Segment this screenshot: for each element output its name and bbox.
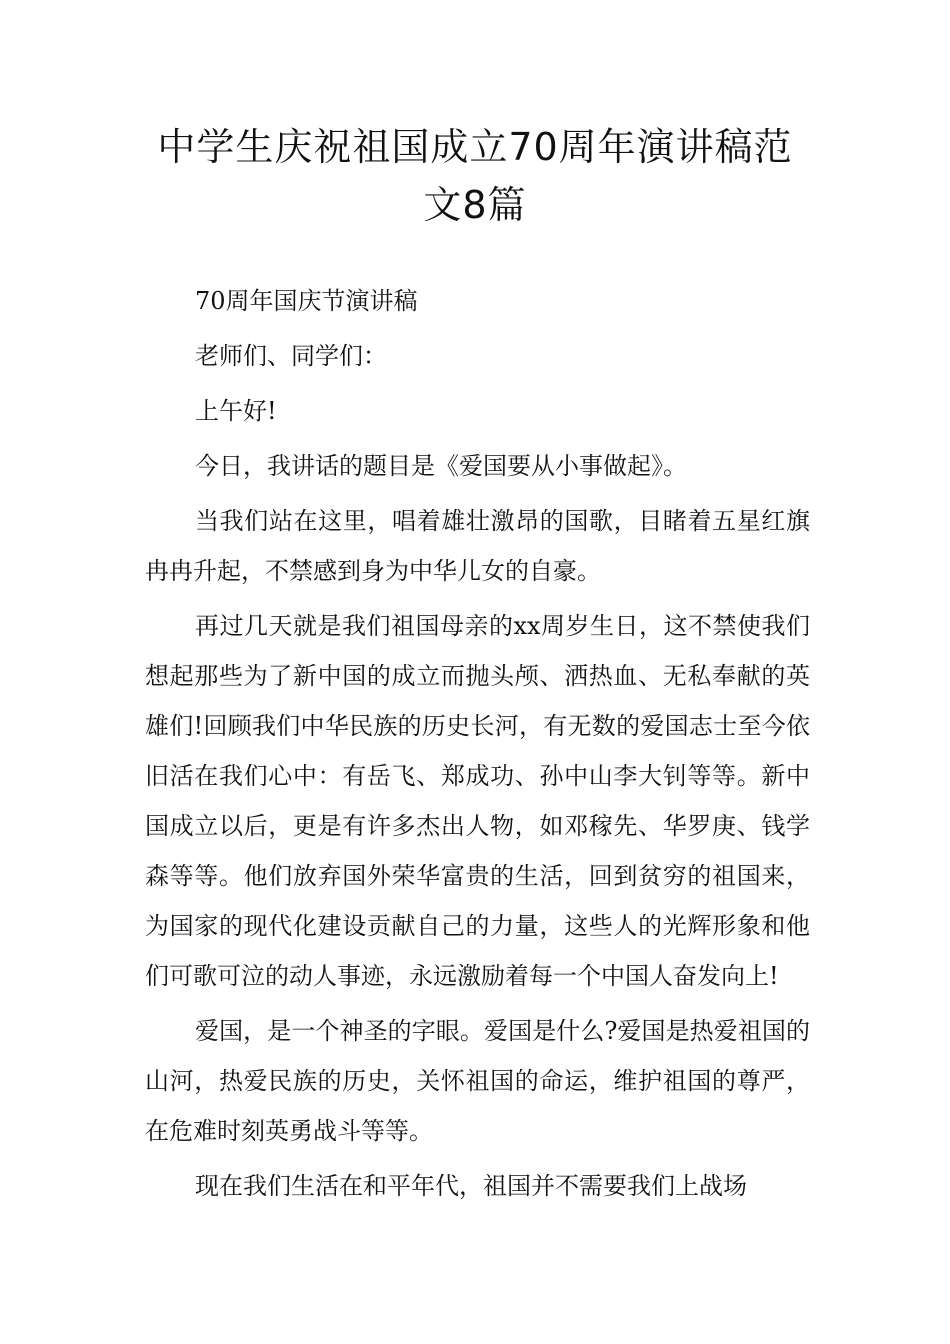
subtitle-paragraph: 70周年国庆节演讲稿 (195, 287, 418, 315)
greeting-paragraph: 上午好! (195, 397, 277, 425)
body-paragraph: 爱国，是一个神圣的字眼。爱国是什么?爱国是热爱祖国的山河，热爱民族的历史，关怀祖国的命运，维护祖国的尊严，在危难时刻英勇战斗等等。 (145, 1017, 810, 1145)
body-paragraph: 当我们站在这里，唱着雄壮激昂的国歌，目睹着五星红旗冉冉升起，不禁感到身为中华儿女的自豪。 (145, 507, 810, 585)
document-title (120, 118, 830, 234)
salutation-paragraph: 老师们、同学们： (195, 342, 387, 370)
body-paragraph: 再过几天就是我们祖国母亲的xx周岁生日，这不禁使我们想起那些为了新中国的成立而抛头颅、洒热血、无私奉献的英雄们!回顾我们中华民族的历史长河，有无数的爱国志士至今依旧活在我们心中：有岳飞、郑成功、孙中山李大钊等等。新中国成立以后，更是有许多杰出人物，如邓稼先、华罗庚、钱学森等等。他们放弃国外荣华富贵的生活，回到贫穷的祖国来，为国家的现代化建设贡献自己的力量，这些人的光辉形象和他们可歌可泣的动人事迹，永远激励着每一个中国人奋发向上! (145, 612, 810, 990)
title-line-1: 中学生庆祝祖国成立70周年演讲稿范 (157, 125, 793, 169)
document-body (145, 276, 810, 1216)
body-paragraph: 现在我们生活在和平年代，祖国并不需要我们上战场 (195, 1172, 747, 1200)
topic-paragraph: 今日，我讲话的题目是《爱国要从小事做起》。 (195, 452, 687, 480)
title-line-2: 文8篇 (423, 183, 527, 227)
